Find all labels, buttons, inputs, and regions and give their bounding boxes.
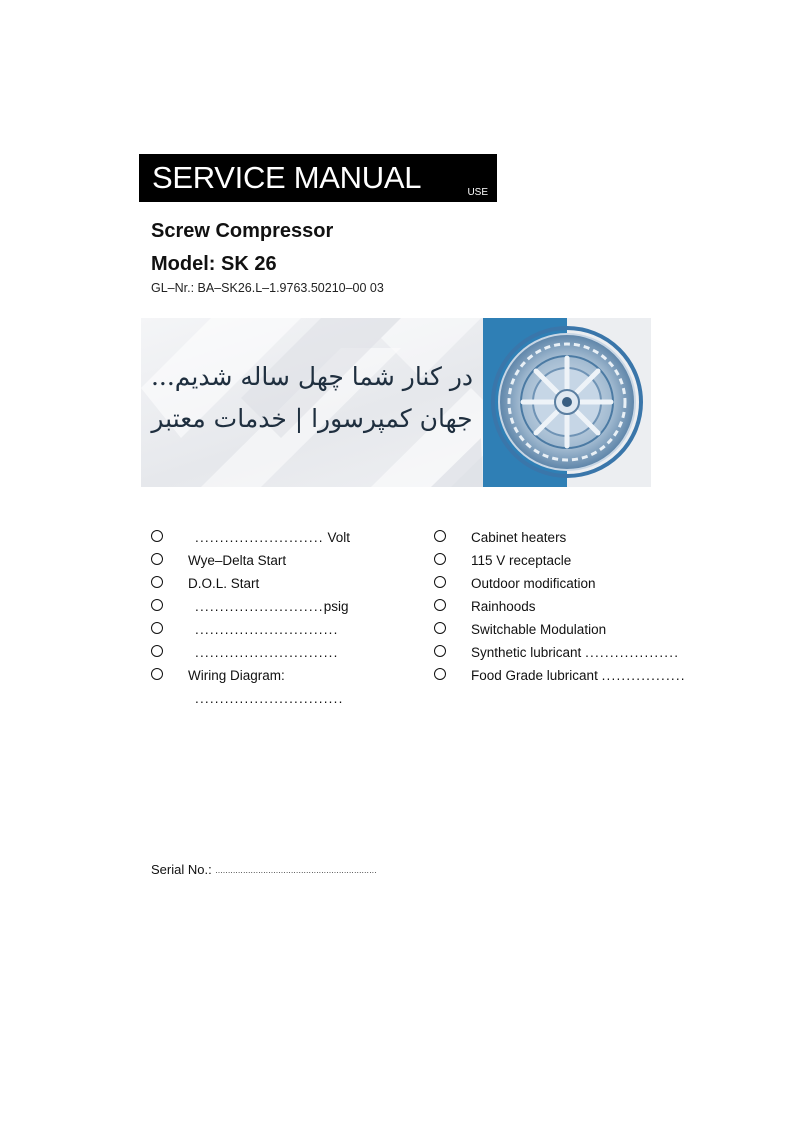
product-name: Screw Compressor [151, 220, 334, 242]
radio-circle-icon[interactable] [151, 668, 163, 680]
option-rainhoods[interactable] [434, 599, 734, 622]
document-subtitle: USE [467, 187, 488, 198]
gl-number: GL–Nr.: BA–SK26.L–1.9763.50210–00 03 [151, 281, 384, 295]
wiring-diagram-fill-dots: .............................. [195, 691, 344, 706]
banner-graphic [141, 318, 651, 487]
option-wye-delta-start[interactable] [151, 553, 411, 576]
option-label: Food Grade lubricant [471, 668, 598, 683]
option-115v-receptacle[interactable] [434, 553, 734, 576]
option-dol-start[interactable] [151, 576, 411, 599]
option-label: Wye–Delta Start [188, 553, 287, 568]
radio-circle-icon[interactable] [434, 622, 446, 634]
options-left-column [151, 530, 411, 691]
document-title: SERVICE MANUAL [152, 160, 422, 195]
option-psig[interactable]: ..........................psig [151, 599, 411, 622]
model-number: Model: SK 26 [151, 253, 277, 275]
title-bar [139, 154, 497, 202]
option-switchable-modulation[interactable] [434, 622, 734, 645]
radio-circle-icon[interactable] [434, 645, 446, 657]
radio-circle-icon[interactable] [434, 530, 446, 542]
radio-circle-icon[interactable] [151, 553, 163, 565]
option-cabinet-heaters[interactable] [434, 530, 734, 553]
option-label: psig [323, 599, 349, 614]
option-label: Volt [327, 530, 351, 545]
option-volt[interactable]: .......................... Volt [151, 530, 411, 553]
radio-circle-icon[interactable] [434, 668, 446, 680]
option-label: Wiring Diagram: [188, 668, 285, 683]
banner-slogan-line1: در کنار شما چهل ساله شدیم... [150, 362, 474, 391]
radio-circle-icon[interactable] [151, 599, 163, 611]
radio-circle-icon[interactable] [151, 576, 163, 588]
radio-circle-icon[interactable] [151, 622, 163, 634]
option-blank-2[interactable] [151, 645, 411, 668]
promo-banner [141, 318, 651, 487]
radio-circle-icon[interactable] [434, 576, 446, 588]
radio-circle-icon[interactable] [151, 645, 163, 657]
banner-slogan-line2: جهان کمپرسورا | خدمات معتبر [151, 404, 473, 433]
serial-fill-dots: ................................................................ [215, 866, 377, 875]
option-food-grade-lubricant[interactable]: Food Grade lubricant ................. [434, 668, 734, 691]
option-label: Rainhoods [471, 599, 536, 614]
serial-label: Serial No.: [151, 862, 212, 877]
option-outdoor-modification[interactable] [434, 576, 734, 599]
serial-number-field[interactable] [151, 862, 377, 877]
option-label: Cabinet heaters [471, 530, 567, 545]
radio-circle-icon[interactable] [151, 530, 163, 542]
option-label: Switchable Modulation [471, 622, 607, 637]
compressor-rotor-image [493, 328, 641, 476]
option-blank-1[interactable] [151, 622, 411, 645]
option-synthetic-lubricant[interactable]: Synthetic lubricant ................... [434, 645, 734, 668]
option-label: Synthetic lubricant [471, 645, 582, 660]
radio-circle-icon[interactable] [434, 599, 446, 611]
option-fill-dots: ............................. [195, 645, 339, 660]
options-right-column [434, 530, 734, 691]
option-fill-dots: ............................. [195, 622, 339, 637]
option-label: D.O.L. Start [188, 576, 260, 591]
option-label: Outdoor modification [471, 576, 596, 591]
option-wiring-diagram[interactable] [151, 668, 411, 691]
option-label: 115 V receptacle [471, 553, 572, 568]
radio-circle-icon[interactable] [434, 553, 446, 565]
